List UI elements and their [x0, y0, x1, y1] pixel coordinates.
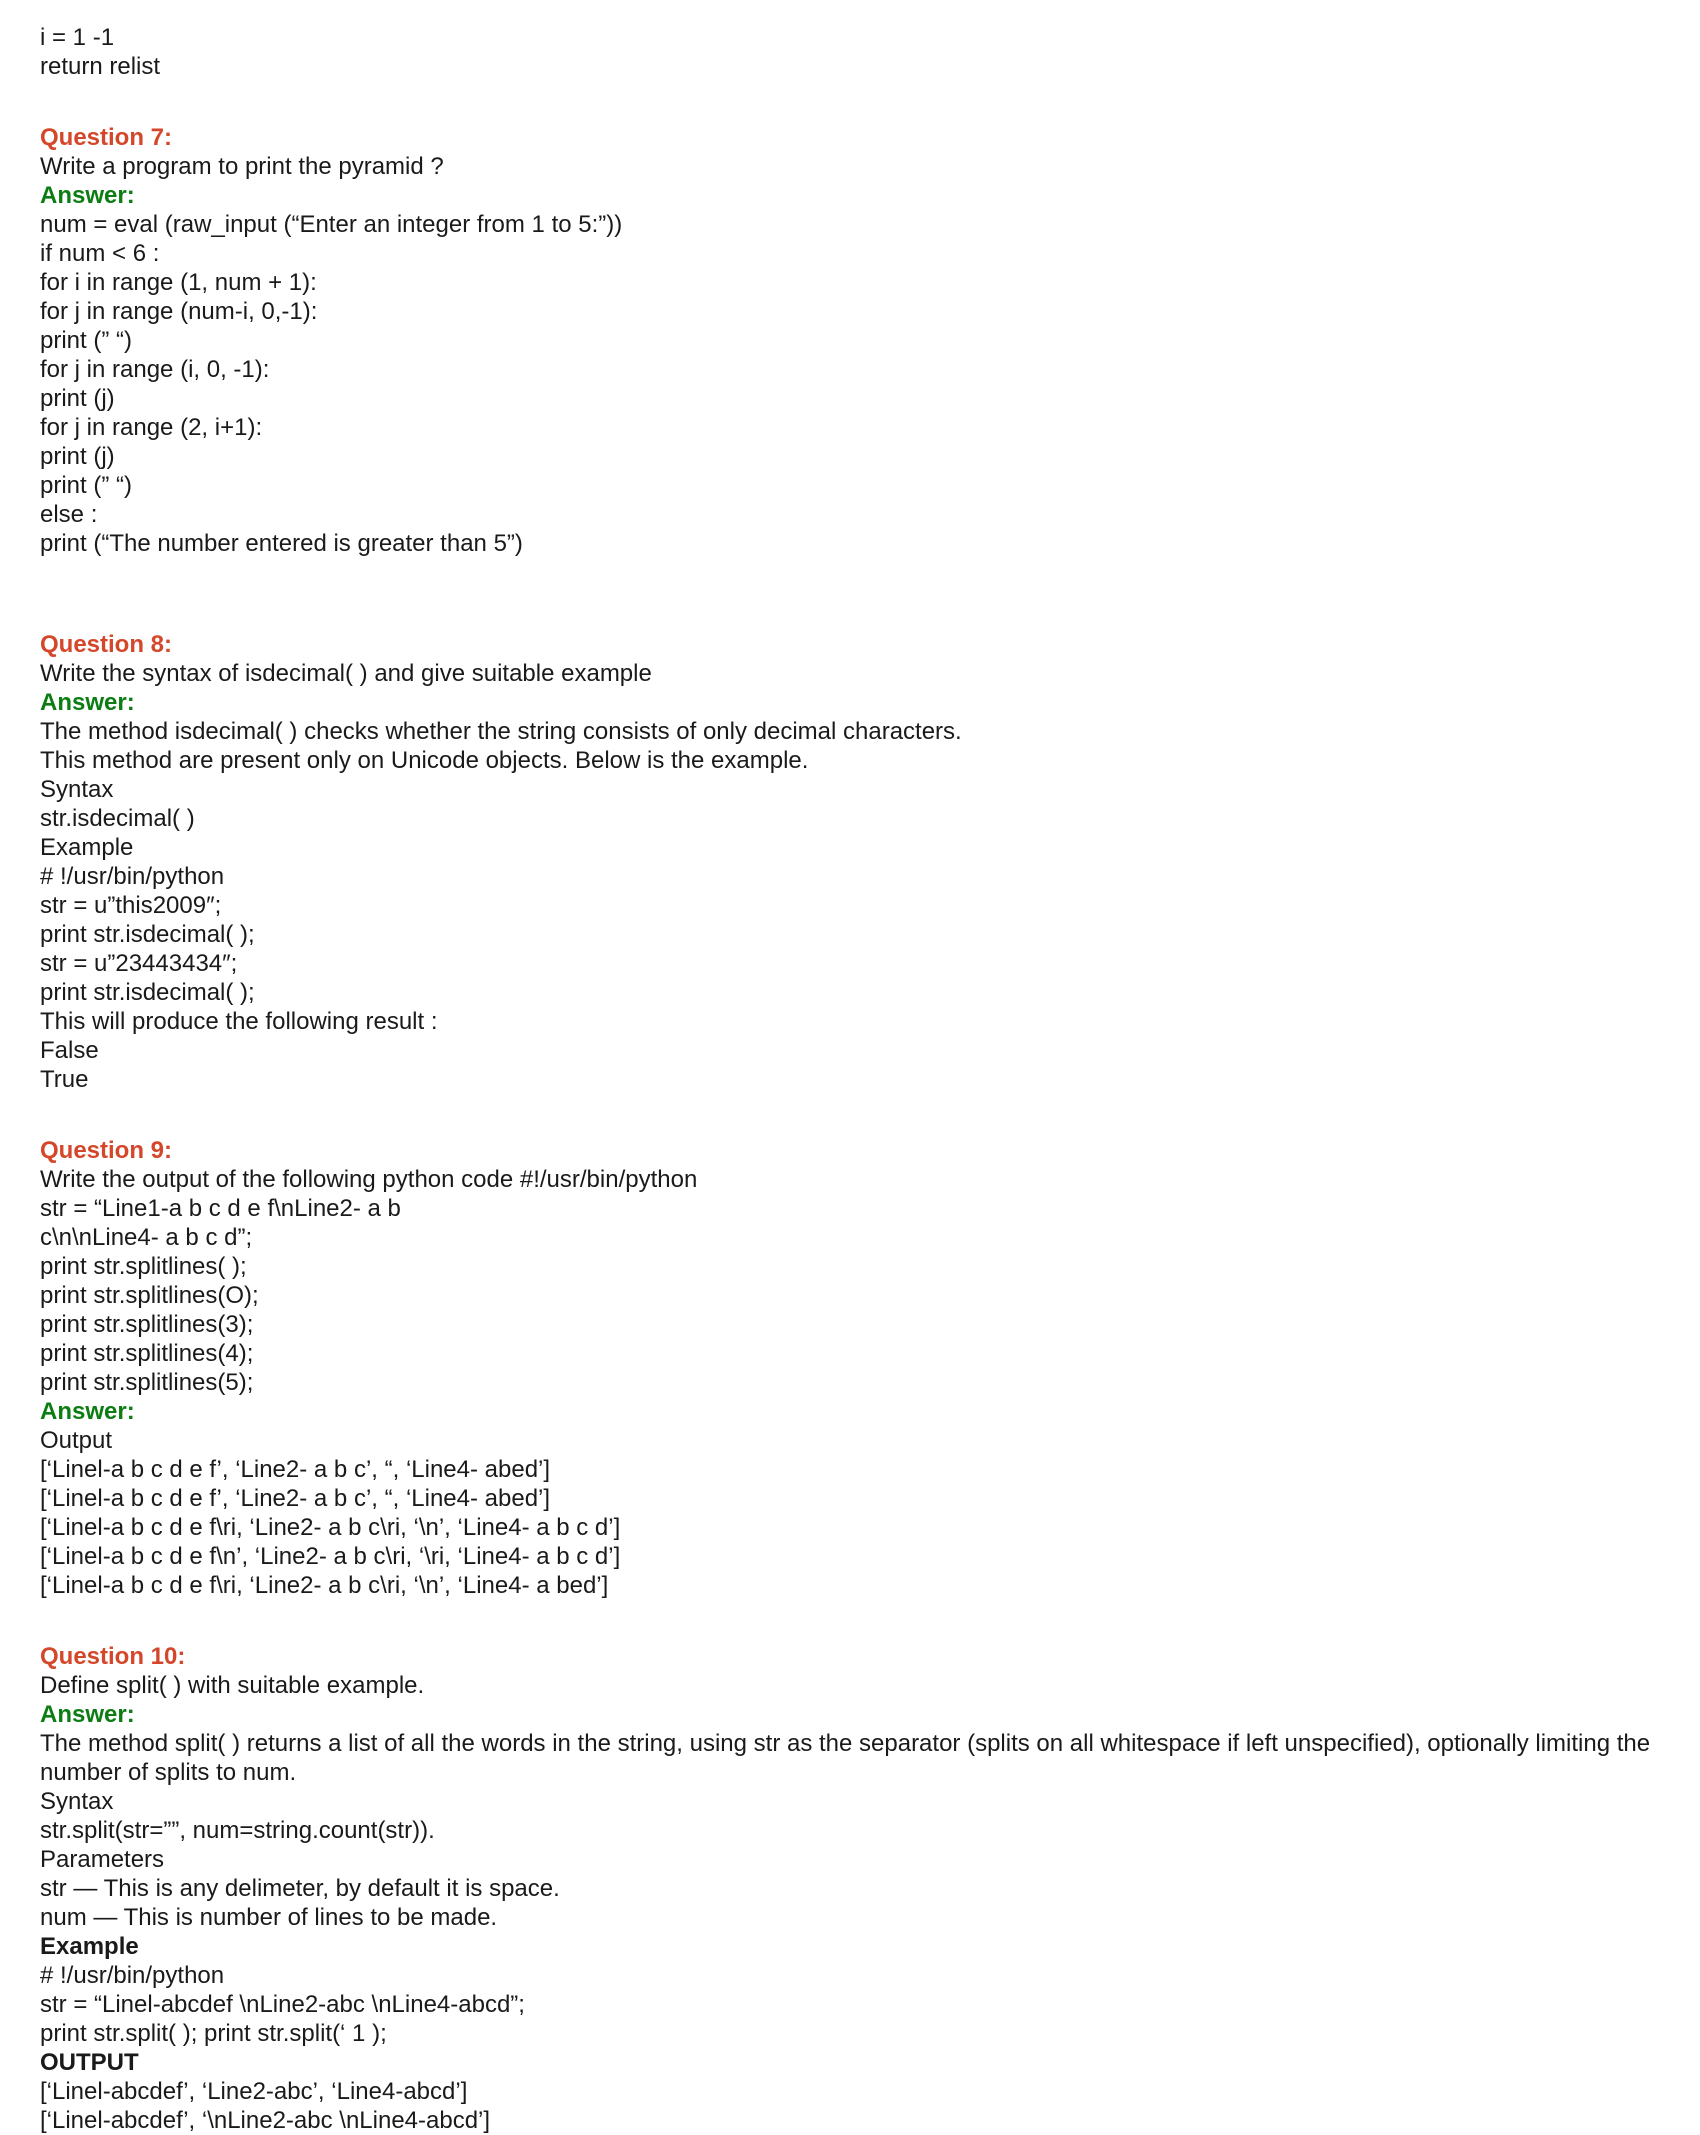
text-line: c\n\nLine4- a b c d”; — [40, 1224, 253, 1251]
text-line: print (j) — [40, 443, 115, 470]
text-line: [‘Linel-a b c d e f\n’, ‘Line2- a b c\ri, ‘\ri, ‘Line4- a b c d’] — [40, 1543, 621, 1570]
bold-label: OUTPUT — [40, 2049, 139, 2076]
text-line: [‘Linel-a b c d e f’, ‘Line2- a b c’, “, ‘Line4- abed’] — [40, 1485, 551, 1512]
question-heading: Question 10: — [40, 1643, 186, 1670]
text-line: str = “Line1-a b c d e f\nLine2- a b — [40, 1195, 401, 1222]
text-line: True — [40, 1066, 89, 1093]
text-line: else : — [40, 501, 98, 528]
text-line: The method isdecimal( ) checks whether the string consists of only decimal characters. — [40, 718, 962, 745]
text-line: Write a program to print the pyramid ? — [40, 153, 444, 180]
text-line: [‘Linel-abcdef’, ‘Line2-abc’, ‘Line4-abcd’] — [40, 2078, 468, 2105]
text-line: print str.isdecimal( ); — [40, 921, 255, 948]
text-line: print (“The number entered is greater than 5”) — [40, 530, 523, 557]
answer-label: Answer: — [40, 1398, 135, 1425]
question-heading: Question 8: — [40, 631, 173, 658]
text-line: Write the output of the following python code #!/usr/bin/python — [40, 1166, 698, 1193]
text-line: print (” “) — [40, 327, 132, 354]
text-line: # !/usr/bin/python — [40, 863, 225, 890]
text-line: Syntax — [40, 1788, 114, 1815]
question-heading: Question 9: — [40, 1137, 173, 1164]
text-line: return relist — [40, 53, 161, 80]
text-line: print str.split( ); print str.split(‘ 1 ); — [40, 2020, 387, 2047]
answer-label: Answer: — [40, 1701, 135, 1728]
bold-label: Example — [40, 1933, 139, 1960]
section-spacer — [40, 1094, 1660, 1136]
text-line: print str.splitlines( ); — [40, 1253, 247, 1280]
text-line: print (j) — [40, 385, 115, 412]
text-line: print str.splitlines(4); — [40, 1340, 254, 1367]
text-line: print str.splitlines(3); — [40, 1311, 254, 1338]
text-line: str — This is any delimeter, by default it is space. — [40, 1875, 560, 1902]
text-line: # !/usr/bin/python — [40, 1962, 225, 1989]
text-line: Syntax — [40, 776, 114, 803]
section-spacer — [40, 558, 1660, 630]
text-line: num = eval (raw_input (“Enter an integer from 1 to 5:”)) — [40, 211, 623, 238]
question-heading: Question 7: — [40, 124, 173, 151]
text-line: i = 1 -1 — [40, 24, 115, 51]
text-line: print str.splitlines(5); — [40, 1369, 254, 1396]
text-line: for i in range (1, num + 1): — [40, 269, 317, 296]
text-line: Example — [40, 834, 134, 861]
answer-label: Answer: — [40, 182, 135, 209]
text-line: Output — [40, 1427, 113, 1454]
text-line: This method are present only on Unicode objects. Below is the example. — [40, 747, 809, 774]
text-line: print (” “) — [40, 472, 132, 499]
text-line: False — [40, 1037, 99, 1064]
text-line: str = u”23443434″; — [40, 950, 238, 977]
text-line: [‘Linel-a b c d e f\ri, ‘Line2- a b c\ri, ‘\n’, ‘Line4- a bed’] — [40, 1572, 609, 1599]
section-spacer — [40, 81, 1660, 123]
text-line: num — This is number of lines to be made. — [40, 1904, 498, 1931]
section-spacer — [40, 1600, 1660, 1642]
text-line: [‘Linel-abcdef’, ‘\nLine2-abc \nLine4-abcd’] — [40, 2107, 491, 2134]
text-line: [‘Linel-a b c d e f\ri, ‘Line2- a b c\ri, ‘\n’, ‘Line4- a b c d’] — [40, 1514, 621, 1541]
text-line: Write the syntax of isdecimal( ) and give suitable example — [40, 660, 652, 687]
document-page — [40, 23, 1660, 2135]
text-line: for j in range (i, 0, -1): — [40, 356, 270, 383]
text-line: print str.splitlines(O); — [40, 1282, 259, 1309]
text-line: print str.isdecimal( ); — [40, 979, 255, 1006]
text-line: str.isdecimal( ) — [40, 805, 195, 832]
text-line: str = “Linel-abcdef \nLine2-abc \nLine4-abcd”; — [40, 1991, 525, 2018]
text-line: This will produce the following result : — [40, 1008, 438, 1035]
text-line: Parameters — [40, 1846, 165, 1873]
text-line: [‘Linel-a b c d e f’, ‘Line2- a b c’, “, ‘Line4- abed’] — [40, 1456, 551, 1483]
text-line: str = u”this2009″; — [40, 892, 222, 919]
text-line: Define split( ) with suitable example. — [40, 1672, 425, 1699]
text-line: str.split(str=””, num=string.count(str)). — [40, 1817, 435, 1844]
text-line: if num < 6 : — [40, 240, 160, 267]
answer-label: Answer: — [40, 689, 135, 716]
text-line: The method split( ) returns a list of all the words in the string, using str as the separator (splits on all whitespace if left unspecified), optionally limiting the number of splits to num. — [40, 1730, 1657, 1786]
text-line: for j in range (num-i, 0,-1): — [40, 298, 318, 325]
text-line: for j in range (2, i+1): — [40, 414, 263, 441]
